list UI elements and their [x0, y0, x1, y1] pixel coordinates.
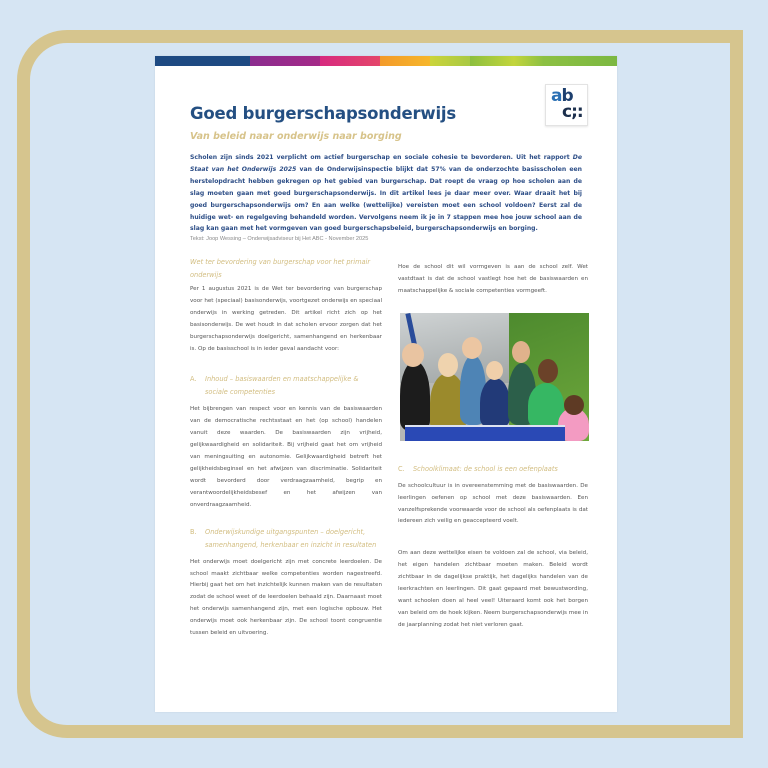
right-column	[398, 256, 588, 644]
children-photo	[400, 313, 589, 441]
photo-child-head	[486, 361, 503, 380]
logo-letter-c: c;:	[562, 102, 583, 122]
abc-logo	[545, 84, 588, 126]
photo-child	[480, 378, 510, 428]
photo-child-head	[402, 343, 424, 367]
logo-letter-b: b	[561, 86, 573, 106]
rainbow-segment-purple	[250, 56, 320, 66]
intro-text-1: Scholen zijn sinds 2021 verplicht om actief burgerschap en sociale cohesie te bevorderen. Uit het rapport	[190, 154, 573, 161]
section-b-text: Het onderwijs moet doelgericht zijn met concrete leerdoelen. De school maakt zichtbaar welke competenties worden nagestreefd. Hierbij gaat het om het inzichtelijk kunnen maken van de resultaten zodat de school weet of de leerdoelen behaald zijn. Daarnaast moet het onderwijs samenhangend zijn, met een logische opbouw. Het onderwijs moet ook herkenbaar zijn. De school toont congruentie tussen beleid en uitvoering.	[190, 558, 382, 637]
rainbow-segment-lime	[430, 56, 470, 66]
photo-child-head	[512, 341, 530, 363]
photo-child-head	[462, 337, 482, 359]
left-column	[190, 256, 382, 652]
photo-blue-table	[405, 425, 565, 441]
section-title: Inhoud – basiswaarden en maatschappelijke & sociale competenties	[205, 375, 359, 397]
law-paragraph: Per 1 augustus 2021 is de Wet ter bevordering van burgerschap voor het (speciaal) basisonderwijs, voortgezet onderwijs en speciaal onderwijs in werking getreden. Dit artikel richt zich op het basisonderwijs. De wet houdt in dat scholen ervoor zorgen dat het burgerschapsonderwijs doelgericht, samenhangend en herkenbaar is. Op de basisschool is in ieder geval aandacht voor:	[190, 286, 382, 352]
section-letter: A.	[190, 375, 197, 384]
rainbow-segment-magenta	[320, 56, 380, 66]
section-heading-law: Wet ter bevordering van burgerschap voor het primair onderwijs	[190, 258, 371, 279]
section-title: Schoolklimaat: de school is een oefenplaats	[413, 464, 558, 473]
section-c-text: De schoolcultuur is in overeenstemming met de basiswaarden. De leerlingen oefenen op school met deze basiswaarden. Een vanzelfsprekende voorwaarde voor de school als oefenplaats is dat iedereen zich veilig en geaccepteerd voelt.	[398, 482, 588, 525]
closing-paragraph: Om aan deze wettelijke eisen te voldoen zal de school, via beleid, het eigen handelen zichtbaar moeten maken. Beleid wordt zichtbaar in de dagelijkse praktijk, het dagelijks handelen van de leerkrachten en leerlingen. Dit gaat gepaard met bewustwording, want schoolen doen al heel veel! Uiteraard komt ook het borgen van beleid om de hoek kijken. Neem burgerschapsonderwijs mee in de jaarplanning zodat het niet verloren gaat.	[398, 550, 588, 628]
section-a-text: Het bijbrengen van respect voor en kennis van de basiswaarden van de democratische rechtsstaat en het (op school) handelen vanuit deze waarden. De basiswaarden zijn vrijheid, gelijkwaardigheid en solidariteit. Bij vrijheid gaat het om vrijheid van meningsuiting en autonomie. Gelijkwaardigheid betreft het gelijkheidsbeginsel en het afwijzen van discriminatie. Solidariteit wordt bevorderd door verdraagzaamheid, begrip en verantwoordelijkheidsbesef en het afwijzen van onverdraagzaamheid.	[190, 406, 382, 508]
photo-child	[400, 361, 430, 431]
page-subtitle: Van beleid naar onderwijs naar borging	[190, 131, 402, 142]
intro-report-title: De Staat van het Onderwijs 2025	[190, 154, 582, 173]
rainbow-segment-orange	[380, 56, 430, 66]
photo-child-head	[564, 395, 584, 415]
section-title: Onderwijskundige uitgangspunten – doelgericht, samenhangend, herkenbaar en inzicht in resultaten	[205, 527, 377, 549]
section-heading-b	[190, 526, 382, 552]
rainbow-bar	[155, 56, 617, 66]
document-page	[155, 56, 617, 712]
photo-child-head	[438, 353, 458, 377]
section-heading-c	[398, 463, 588, 476]
logo-letter-a: a	[551, 86, 562, 106]
page-title: Goed burgerschapsonderwijs	[190, 104, 456, 123]
photo-child-head	[538, 359, 558, 383]
intro-text-2: van de Onderwijsinspectie blijkt dat 57% van de onderzochte basisscholen een herstelopdracht hebben gekregen op het gebied van burgerschap. Dat roept de vraag op hoe scholen aan de slag moeten gaan met goed burgerschapsonderwijs. In dit artikel lees je daar meer over. Waar draait het bij goed burgerschapsonderwijs om? En aan welke (wettelijke) vereisten moet een school voldoen? Eerst zal de huidige wet- en regelgeving behandeld worden. Vervolgens neem ik je in 7 stappen mee hoe jouw school aan de slag kan gaan met het vormgeven van goed burgerschapsbeleid, burgerschapsonderwijs en borging.	[190, 165, 582, 233]
right-intro-paragraph: Hoe de school dit wil vormgeven is aan de school zelf. Wet vastdtaat is dat de school vastlegt hoe het de basiswaarden en maatschappelijke & sociale competenties vormgeeft.	[398, 264, 588, 294]
section-letter: C.	[398, 464, 405, 473]
intro-paragraph	[190, 152, 582, 235]
section-heading-a	[190, 373, 382, 399]
rainbow-segment-green	[470, 56, 617, 66]
section-letter: B.	[190, 527, 197, 536]
rainbow-segment-navy	[155, 56, 250, 66]
byline: Tekst: Joop Wessing – Onderwijsadviseur bij Het ABC - November 2025	[190, 236, 369, 242]
